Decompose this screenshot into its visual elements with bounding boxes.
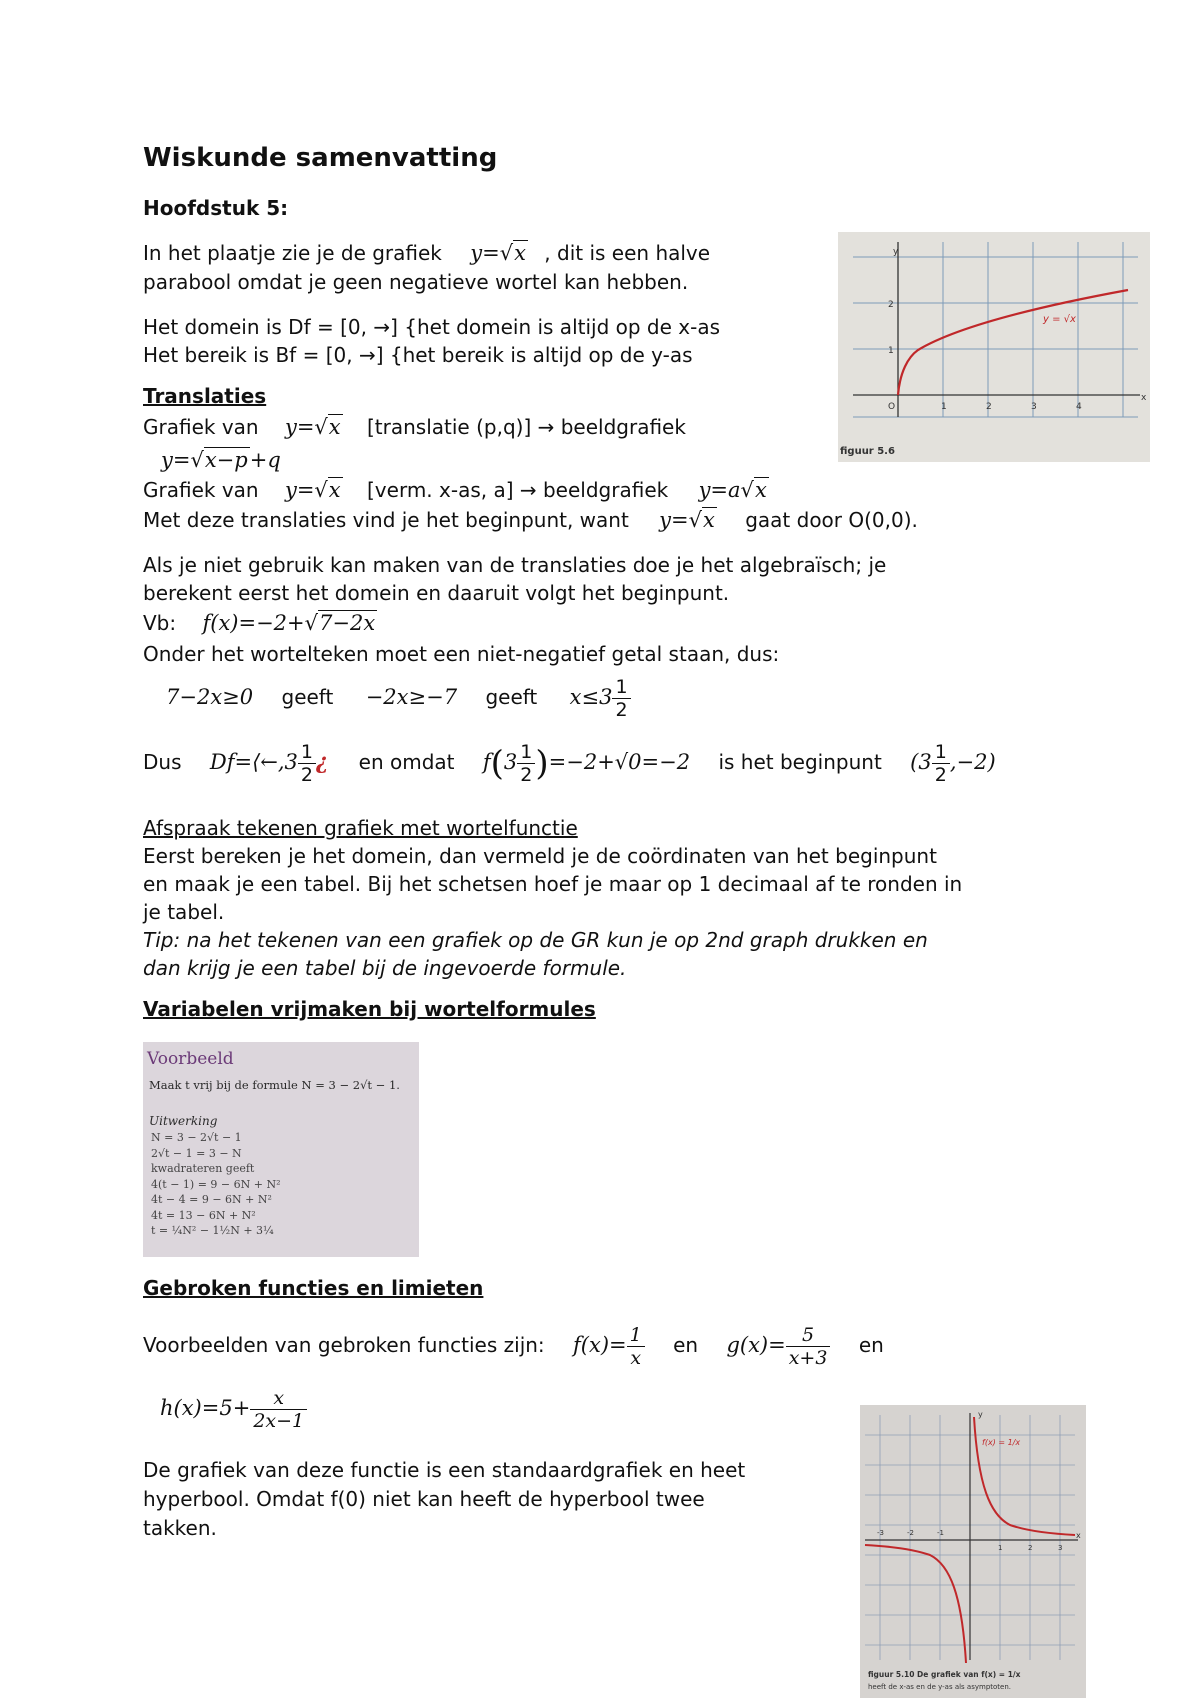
translaties-line-3 <box>143 476 769 504</box>
translaties-line-4 <box>143 506 918 534</box>
alg-vb-line <box>143 609 377 637</box>
domain-line: Het domein is Df = [0, →] {het domein is altijd op de x-as <box>143 315 721 339</box>
en-1: en <box>673 1333 699 1357</box>
f-func: f(x)= <box>573 1333 627 1357</box>
gebroken-intro: Voorbeelden van gebroken functies zijn: <box>143 1333 545 1357</box>
fig510-x-label: x <box>1076 1531 1081 1540</box>
photo-title: Voorbeeld <box>147 1049 234 1069</box>
fig56-y-label: y <box>893 247 899 257</box>
geeft-1: geeft <box>281 685 334 709</box>
gebroken-desc-2: hyperbool. Omdat f(0) niet kan heeft de hyperbool twee <box>143 1487 705 1511</box>
fig510-caption-2: heeft de x-as en de y-as als asymptoten. <box>868 1683 1012 1691</box>
fig510-xtick: 2 <box>1028 1544 1033 1552</box>
intro-line-1 <box>143 239 710 267</box>
fig56-ytick-1: 1 <box>888 346 894 356</box>
trans-l3-a: Grafiek van <box>143 478 259 502</box>
df-suffix: ¿ <box>315 749 329 774</box>
df-frac: $\frac{1}{2}$ <box>298 741 316 786</box>
h-func-line <box>160 1387 307 1432</box>
trans-l4-b: gaat door O(0,0). <box>745 508 918 532</box>
fig56-tick-2: 2 <box>986 402 992 412</box>
f-expr-tail: )=−2+√0=−2 <box>535 743 691 784</box>
alg-line-2: berekent eerst het domein en daaruit volgt het beginpunt. <box>143 581 730 605</box>
gebroken-intro-line <box>143 1324 884 1369</box>
photo-steps <box>151 1130 281 1239</box>
intro-text-b: , dit is een halve <box>544 241 711 265</box>
trans-l4-formula: y=√x <box>659 508 715 532</box>
translaties-heading: Translaties <box>143 384 267 408</box>
intro-line-2: parabool omdat je geen negatieve wortel kan hebben. <box>143 270 689 294</box>
dus-line <box>143 741 996 786</box>
f-expr-frac: $\frac{1}{2}$ <box>517 741 535 786</box>
photo-step: 4(t − 1) = 9 − 6N + N² <box>151 1177 281 1191</box>
g-func-frac: $\frac{5}{x+3}$ <box>786 1324 831 1369</box>
gebroken-desc-1: De grafiek van deze functie is een standaardgrafiek en heet <box>143 1458 746 1482</box>
photo-step: kwadrateren geeft <box>151 1162 255 1175</box>
photo-step: 4t − 4 = 9 − 6N + N² <box>151 1193 272 1206</box>
g-func: g(x)= <box>726 1333 786 1357</box>
fig510-xtick: 1 <box>998 1544 1003 1552</box>
fig56-ytick-2: 2 <box>888 300 894 310</box>
fig56-tick-3: 3 <box>1031 402 1037 412</box>
gebroken-heading: Gebroken functies en limieten <box>143 1276 484 1300</box>
photo-step: 2√t − 1 = 3 − N <box>151 1146 242 1160</box>
trans-l3-b: [verm. x-as, a] → beeldgrafiek <box>367 478 669 502</box>
afspraak-line-3: je tabel. <box>143 900 225 924</box>
point-tail: ,−2) <box>949 750 996 774</box>
photo-task: Maak t vrij bij de formule N = 3 − 2√t − 1. <box>149 1078 400 1092</box>
translaties-line-1 <box>143 413 686 441</box>
voorbeeld-photo <box>143 1042 419 1257</box>
fig510-xtick: -2 <box>907 1529 914 1537</box>
sqrt-graph <box>838 232 1150 462</box>
en-omdat: en omdat <box>358 750 455 774</box>
variabelen-heading: Variabelen vrijmaken bij wortelformules <box>143 997 596 1021</box>
tip-line-1: Tip: na het tekenen van een grafiek op de GR kun je op 2nd graph drukken en <box>143 928 928 952</box>
fig510-xtick: 3 <box>1058 1544 1063 1552</box>
trans-l1-b: [translatie (p,q)] → beeldgrafiek <box>367 415 686 439</box>
vb-formula: f(x)=−2+√7−2x <box>202 611 376 635</box>
f-expr: f(3 <box>482 743 518 784</box>
alg-line-3: Onder het wortelteken moet een niet-negatief getal staan, dus: <box>143 642 780 666</box>
fig510-xtick: -3 <box>877 1529 884 1537</box>
range-line: Het bereik is Bf = [0, →] {het bereik is altijd op de y-as <box>143 343 693 367</box>
fig510-curve-label: f(x) = 1/x <box>982 1438 1021 1447</box>
is-beginpunt: is het beginpunt <box>718 750 882 774</box>
afspraak-line-2: en maak je een tabel. Bij het schetsen hoef je maar op 1 decimaal af te ronden in <box>143 872 963 896</box>
photo-step: t = ¼N² − 1½N + 3¼ <box>151 1224 274 1237</box>
ineq-3: x≤3 <box>569 685 613 709</box>
vb-label: Vb: <box>143 611 177 635</box>
photo-step: 4t = 13 − 6N + N² <box>151 1208 256 1222</box>
df-expr: Df=⟨←,3 <box>209 750 298 774</box>
trans-l3-c: y=a√x <box>698 478 767 502</box>
figure-5-6 <box>838 232 1150 462</box>
afspraak-heading: Afspraak tekenen grafiek met wortelfunctie <box>143 816 578 840</box>
tip-line-2: dan krijg je een tabel bij de ingevoerde formule. <box>143 956 627 980</box>
fig510-caption-1: figuur 5.10 De grafiek van f(x) = 1/x <box>868 1670 1021 1679</box>
chapter-heading: Hoofdstuk 5: <box>143 196 289 220</box>
fig56-caption: figuur 5.6 <box>840 446 895 457</box>
trans-l4-a: Met deze translaties vind je het beginpunt, want <box>143 508 629 532</box>
translaties-line-2: y=√x−p+q <box>161 448 281 472</box>
fig56-tick-1: 1 <box>941 402 947 412</box>
point-frac: $\frac{1}{2}$ <box>932 741 950 786</box>
intro-formula: y=√x <box>470 241 526 265</box>
afspraak-line-1: Eerst bereken je het domein, dan vermeld je de coördinaten van het beginpunt <box>143 844 937 868</box>
dus-label: Dus <box>143 750 182 774</box>
gebroken-desc-3: takken. <box>143 1516 217 1540</box>
ineq-3-frac: $\frac{1}{2}$ <box>612 676 630 721</box>
trans-l1-formula: y=√x <box>284 415 341 439</box>
point-expr: (3 <box>910 750 932 774</box>
figure-5-10 <box>860 1405 1086 1698</box>
fig56-curve-label: y = √x <box>1043 314 1076 325</box>
trans-l3-formula: y=√x <box>284 478 341 502</box>
trans-l1-a: Grafiek van <box>143 415 259 439</box>
intro-text-a: In het plaatje zie je de grafiek <box>143 241 442 265</box>
fig510-y-label: y <box>978 1410 983 1419</box>
ineq-1: 7−2x≥0 <box>166 685 254 709</box>
photo-uitwerking: Uitwerking <box>149 1114 218 1128</box>
h-func: h(x)=5+ <box>160 1396 251 1420</box>
fig510-xtick: -1 <box>937 1529 944 1537</box>
hyperbola-graph <box>860 1405 1086 1698</box>
alg-line-1: Als je niet gebruik kan maken van de translaties doe je het algebraïsch; je <box>143 553 887 577</box>
inequality-line <box>166 676 631 721</box>
page-title: Wiskunde samenvatting <box>143 143 498 173</box>
en-2: en <box>858 1333 884 1357</box>
h-func-frac: $\frac{x}{2x-1}$ <box>250 1387 307 1432</box>
photo-step: N = 3 − 2√t − 1 <box>151 1131 242 1144</box>
f-func-frac: $\frac{1}{x}$ <box>627 1324 645 1369</box>
fig56-x-label: x <box>1141 393 1147 403</box>
fig56-tick-4: 4 <box>1076 402 1082 412</box>
ineq-2: −2x≥−7 <box>365 685 458 709</box>
fig56-origin: O <box>888 402 896 412</box>
geeft-2: geeft <box>485 685 538 709</box>
